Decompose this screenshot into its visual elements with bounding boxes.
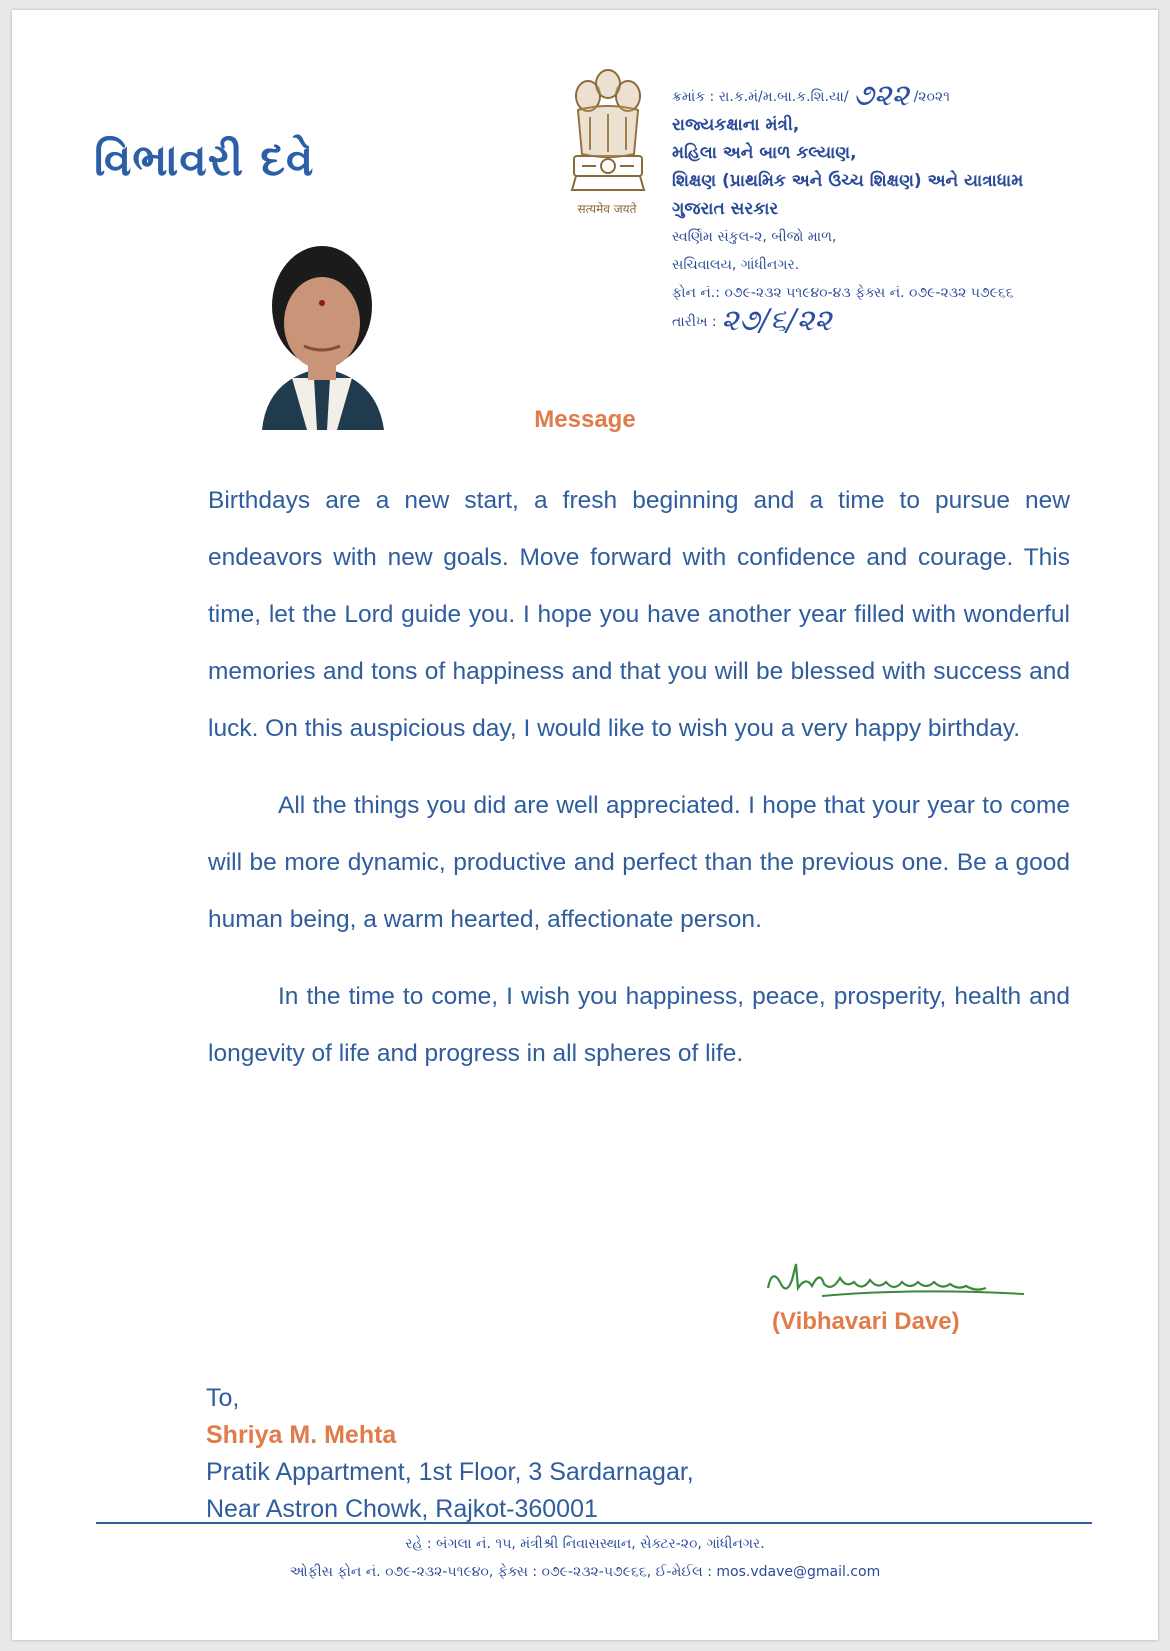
to-label: To,	[206, 1384, 240, 1412]
footer-contact: ઓફીસ ફોન નં. ૦૭૯-૨૩૨-૫૧૯૪૦, ફેક્સ : ૦૭૯-૨૩૨-૫૭૯૬૬, ઈ-મેઈલ : mos.vdave@gmail.com	[289, 1564, 881, 1580]
message-title: Message	[534, 406, 636, 433]
portrait-photo	[222, 228, 422, 430]
designation-line: ગુજરાત સરકાર	[672, 199, 779, 219]
national-emblem-icon	[560, 62, 656, 212]
designation-line: શિક્ષણ (પ્રાથમિક અને ઉચ્ચ શિક્ષણ) અને યાત્રાધામ	[672, 171, 1024, 191]
letterhead-block	[672, 78, 1142, 338]
recipient-address	[206, 1380, 694, 1528]
reference-prefix: ક્રમાંક : રા.ક.મં/મ.બા.ક.શિ.યા/	[672, 89, 849, 105]
handwritten-signature	[762, 1258, 1032, 1308]
office-address-line: સચિવાલય, ગાંધીનગર.	[672, 257, 800, 273]
reference-number-handwritten: ૭૨૨	[853, 78, 910, 113]
footer-divider	[96, 1522, 1092, 1524]
letter-page	[12, 10, 1158, 1640]
date-line	[672, 303, 1142, 338]
designation-line: રાજ્યકક્ષાના મંત્રી,	[672, 115, 800, 135]
message-paragraph: All the things you did are well appreciated. I hope that your year to come will be more dynamic, productive and perfect than the previous one. Be a good human being, a warm hearted, affectionate person.	[208, 792, 1070, 933]
footer-residence: રહે : બંગલા નં. ૧૫, મંત્રીશ્રી નિવાસસ્થાન, સેક્ટર-૨૦, ગાંધીનગર.	[405, 1536, 765, 1552]
emblem-motto: सत्यमेव जयते	[577, 202, 637, 216]
signatory-name: (Vibhavari Dave)	[772, 1308, 960, 1335]
date-label: તારીખ :	[672, 314, 717, 330]
sender-name-heading: વિભાવરી દવે	[94, 135, 315, 186]
message-paragraph: Birthdays are a new start, a fresh beginning and a time to pursue new endeavors with new goals. Move forward with confidence and courage. This time, let the Lord guide you. I hope you have another year filled with wonderful memories and tons of happiness and that you will be blessed with success and luck. On this auspicious day, I would like to wish you a very happy birthday.	[208, 487, 1070, 742]
message-paragraph: In the time to come, I wish you happiness, peace, prosperity, health and longevity of life and progress in all spheres of life.	[208, 983, 1070, 1067]
address-line: Near Astron Chowk, Rajkot-360001	[206, 1495, 598, 1523]
message-body	[208, 472, 1070, 1102]
date-handwritten: ૨૭/૬/૨૨	[721, 303, 832, 338]
address-line: Pratik Appartment, 1st Floor, 3 Sardarnagar,	[206, 1458, 694, 1486]
office-phone-line: ફોન નં.: ૦૭૯-૨૩૨ ૫૧૯૪૦-૪૩ ફેક્સ નં. ૦૭૯-૨૩૨ ૫૭૯૬૬	[672, 285, 1014, 301]
office-address-line: સ્વર્ણિમ સંકુલ-૨, બીજો માળ,	[672, 229, 837, 245]
designation-line: મહિલા અને બાળ કલ્યાણ,	[672, 143, 857, 163]
reference-year: /૨૦૨૧	[913, 89, 951, 105]
reference-number	[672, 78, 1142, 113]
recipient-name: Shriya M. Mehta	[206, 1421, 397, 1449]
